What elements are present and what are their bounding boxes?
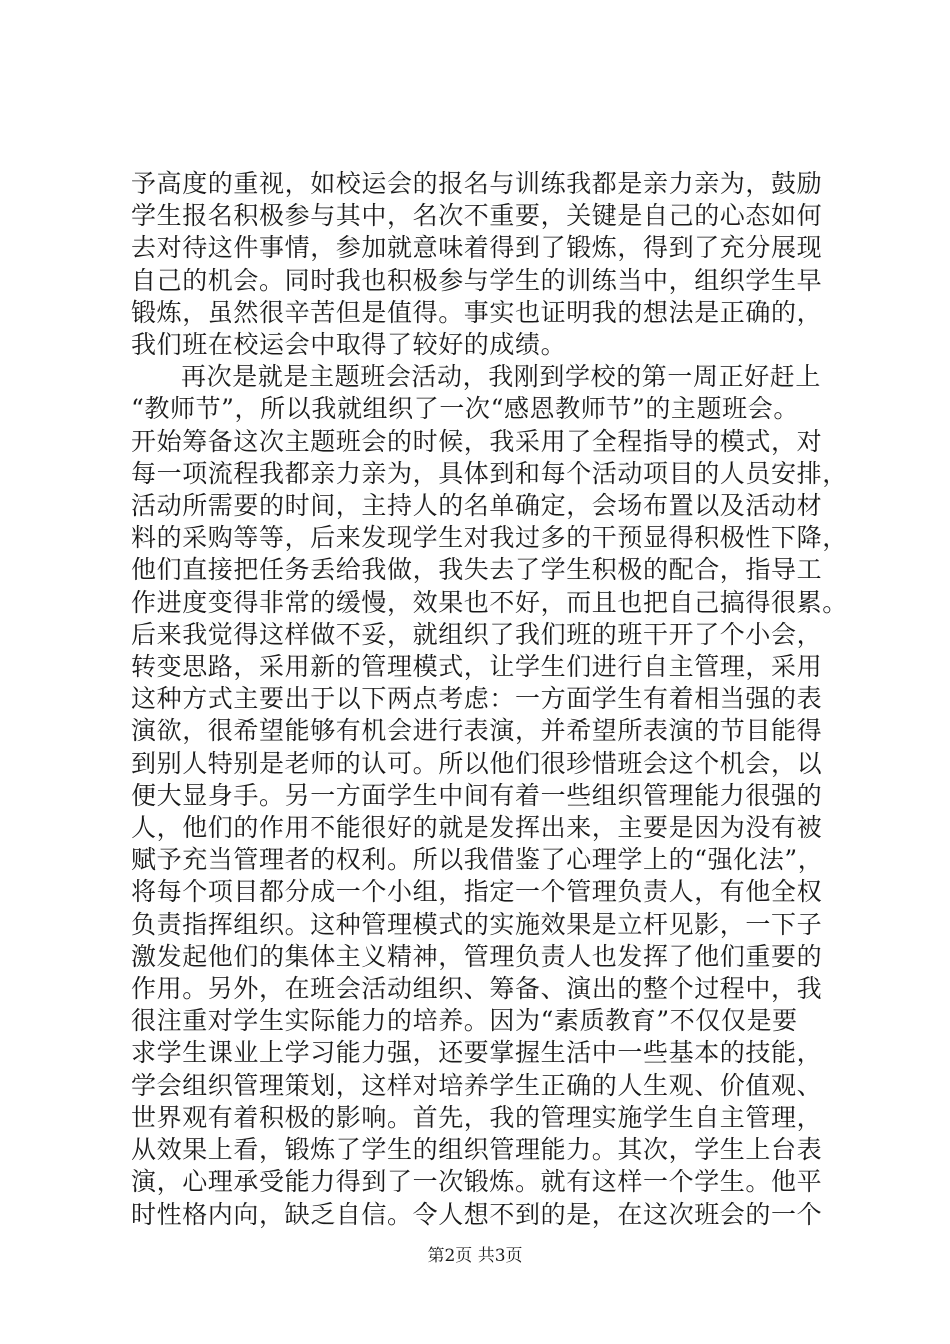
text-line: 他们直接把任务丢给我做，我失去了学生积极的配合，指导工 xyxy=(131,555,823,585)
text-line: 我们班在校运会中取得了较好的成绩。 xyxy=(131,330,567,360)
text-line: 激发起他们的集体主义精神，管理负责人也发挥了他们重要的 xyxy=(131,941,823,971)
text-line: 演，心理承受能力得到了一次锻炼。就有这样一个学生。他平 xyxy=(131,1167,823,1197)
text-line: 每一项流程我都亲力亲为，具体到和每个活动项目的人员安排， xyxy=(131,458,848,488)
text-line: 学会组织管理策划，这样对培养学生正确的人生观、价值观、 xyxy=(131,1070,823,1100)
text-line: 到别人特别是老师的认可。所以他们很珍惜班会这个机会，以 xyxy=(131,748,823,778)
text-line: 活动所需要的时间，主持人的名单确定，会场布置以及活动材 xyxy=(131,491,823,521)
text-line: 予高度的重视，如校运会的报名与训练我都是亲力亲为，鼓励 xyxy=(131,169,823,198)
text-line: 后来我觉得这样做不妥，就组织了我们班的班干开了个小会， xyxy=(131,619,823,649)
text-line: 作进度变得非常的缓慢，效果也不好，而且也把自己搞得很累。 xyxy=(131,587,848,617)
text-line: 学生报名积极参与其中，名次不重要，关键是自己的心态如何 xyxy=(131,201,823,231)
text-line: 负责指挥组织。这种管理模式的实施效果是立杆见影，一下子 xyxy=(131,909,823,939)
text-line: 转变思路，采用新的管理模式，让学生们进行自主管理，采用 xyxy=(131,652,823,682)
paragraph-start-line: 再次是就是主题班会活动，我刚到学校的第一周正好赶上 xyxy=(181,362,822,392)
text-line: 求学生课业上学习能力强，还要掌握生活中一些基本的技能， xyxy=(131,1038,823,1068)
text-line: 锻炼，虽然很辛苦但是值得。事实也证明我的想法是正确的， xyxy=(131,297,823,327)
text-line: “教师节”，所以我就组织了一次“感恩教师节”的主题班会。 xyxy=(131,394,799,424)
text-line: 人，他们的作用不能很好的就是发挥出来，主要是因为没有被 xyxy=(131,813,823,843)
text-line: 将每个项目都分成一个小组，指定一个管理负责人，有他全权 xyxy=(131,877,823,907)
text-line: 赋予充当管理者的权利。所以我借鉴了心理学上的“强化法”， xyxy=(131,845,824,875)
text-line: 这种方式主要出于以下两点考虑：一方面学生有着相当强的表 xyxy=(131,684,823,714)
text-line: 时性格内向，缺乏自信。令人想不到的是，在这次班会的一个 xyxy=(131,1199,823,1229)
text-line: 世界观有着积极的影响。首先，我的管理实施学生自主管理， xyxy=(131,1102,823,1132)
text-line: 演欲，很希望能够有机会进行表演，并希望所表演的节目能得 xyxy=(131,716,823,746)
text-line: 从效果上看，锻炼了学生的组织管理能力。其次，学生上台表 xyxy=(131,1135,823,1165)
text-line: 很注重对学生实际能力的培养。因为“素质教育”不仅仅是要 xyxy=(131,1006,798,1036)
text-line: 去对待这件事情，参加就意味着得到了锻炼，得到了充分展现 xyxy=(131,233,823,263)
text-line: 自己的机会。同时我也积极参与学生的训练当中，组织学生早 xyxy=(131,265,823,295)
body-text xyxy=(131,168,848,1231)
text-line: 便大显身手。另一方面学生中间有着一些组织管理能力很强的 xyxy=(131,780,823,810)
text-line: 料的采购等等，后来发现学生对我过多的干预显得积极性下降， xyxy=(131,523,848,553)
text-line: 作用。另外，在班会活动组织、筹备、演出的整个过程中，我 xyxy=(131,974,823,1004)
text-line: 开始筹备这次主题班会的时候，我采用了全程指导的模式，对 xyxy=(131,426,823,456)
page-number-footer: 第2页 共3页 xyxy=(427,1246,523,1266)
